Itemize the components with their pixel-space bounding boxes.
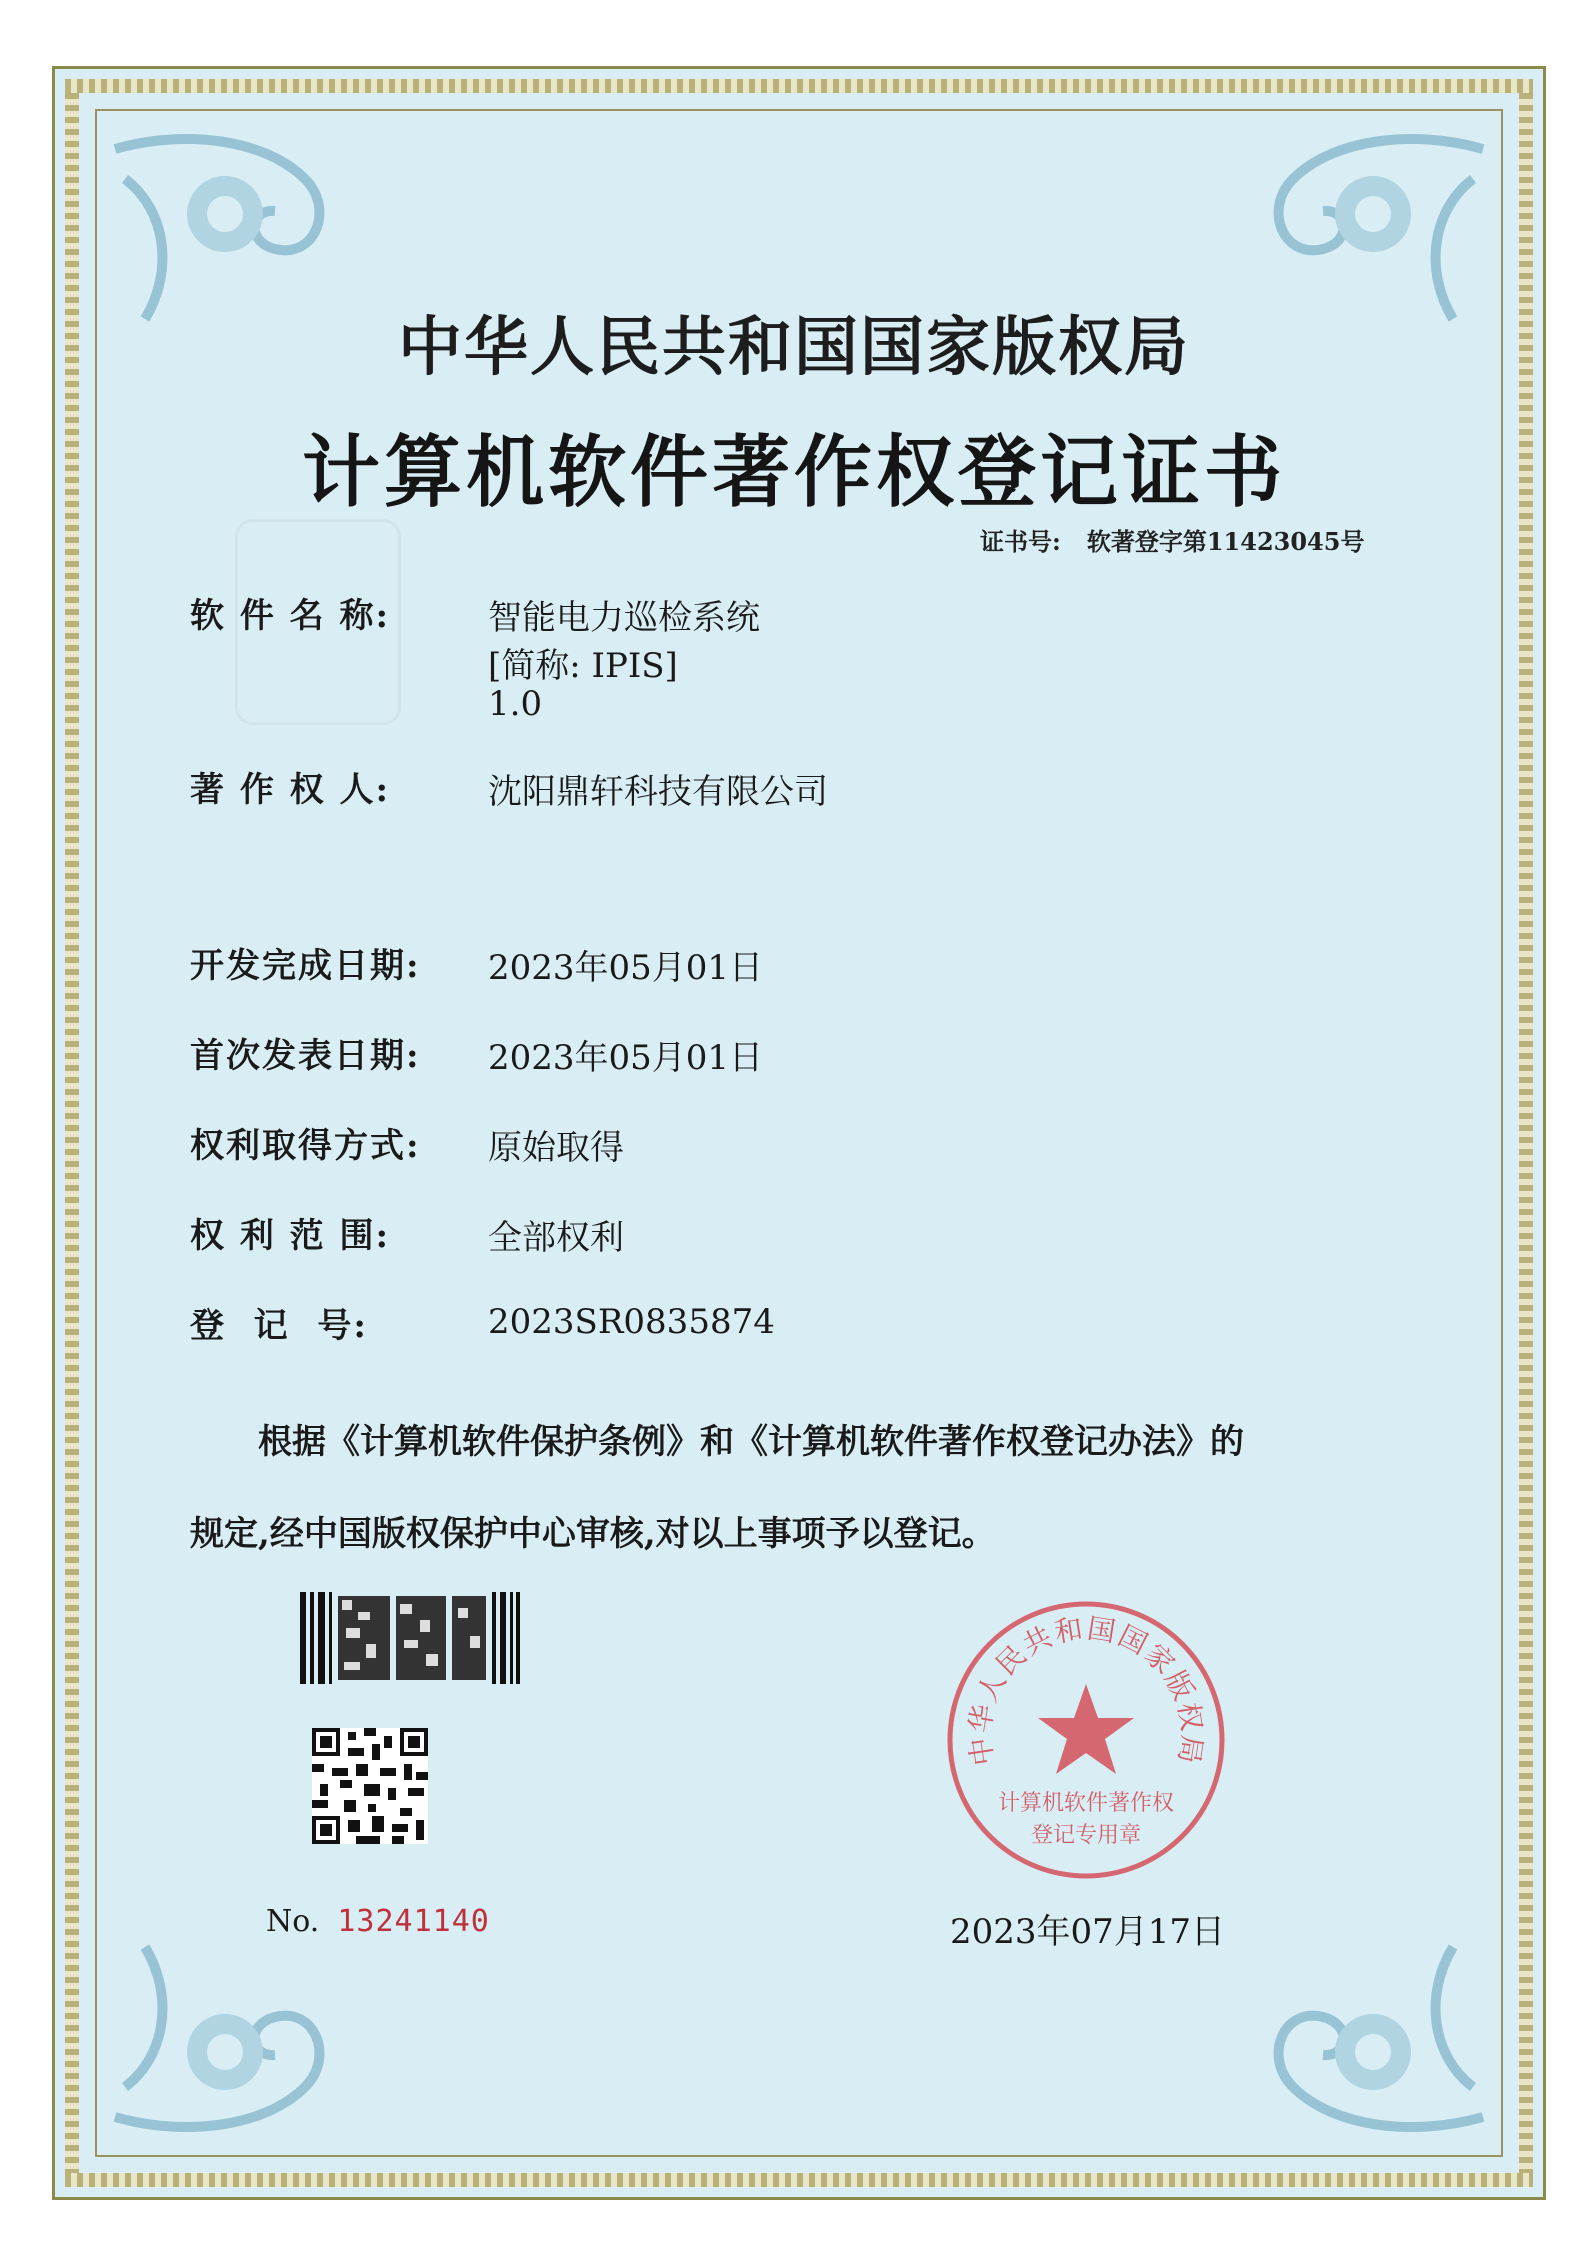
field-value-software-abbr: [简称: IPIS] — [488, 646, 678, 686]
field-label-owner: 著 作 权 人: — [190, 770, 391, 810]
statement-line-1: 根据《计算机软件保护条例》和《计算机软件著作权登记办法》的 — [258, 1422, 1244, 1462]
barcode-icon — [300, 1592, 520, 1684]
serial-number — [266, 1904, 490, 1939]
certificate-number-value: 软著登字第11423045号 — [1086, 527, 1365, 556]
certificate-number — [980, 522, 1364, 557]
field-value-scope: 全部权利 — [488, 1218, 624, 1258]
field-label-registration-number: 登 记 号: — [190, 1306, 368, 1346]
certificate-title: 计算机软件著作权登记证书 — [301, 427, 1286, 518]
svg-text:中华人民共和国国家版权局: 中华人民共和国国家版权局 — [963, 1611, 1209, 1768]
field-value-acquisition: 原始取得 — [488, 1128, 624, 1168]
issue-date: 2023年07月17日 — [950, 1912, 1226, 1952]
issuer-name: 中华人民共和国国家版权局 — [398, 310, 1190, 385]
svg-text:登记专用章: 登记专用章 — [1030, 1823, 1142, 1848]
field-label-software-name: 软 件 名 称: — [190, 596, 391, 636]
field-label-acquisition: 权利取得方式: — [190, 1126, 421, 1166]
scroll-ornament-icon — [105, 1917, 405, 2147]
official-seal-icon — [944, 1598, 1228, 1882]
field-value-registration-number: 2023SR0835874 — [488, 1302, 775, 1342]
field-value-software-version: 1.0 — [488, 684, 543, 724]
field-label-publish-date: 首次发表日期: — [190, 1036, 421, 1076]
field-value-software-name: 智能电力巡检系统 — [488, 598, 760, 638]
field-label-scope: 权 利 范 围: — [190, 1216, 391, 1256]
certificate-number-label: 证书号: — [980, 527, 1061, 556]
scroll-ornament-icon — [1193, 1917, 1493, 2147]
field-label-dev-date: 开发完成日期: — [190, 946, 421, 986]
statement-line-2: 规定,经中国版权保护中心审核,对以上事项予以登记。 — [190, 1514, 996, 1554]
field-value-publish-date: 2023年05月01日 — [488, 1038, 764, 1078]
field-value-owner: 沈阳鼎轩科技有限公司 — [488, 772, 828, 812]
serial-number-value: 13241140 — [337, 1904, 490, 1939]
qr-code-icon — [312, 1728, 428, 1844]
field-value-dev-date: 2023年05月01日 — [488, 948, 764, 988]
serial-prefix: No. — [266, 1904, 320, 1939]
svg-text:计算机软件著作权: 计算机软件著作权 — [997, 1791, 1175, 1816]
